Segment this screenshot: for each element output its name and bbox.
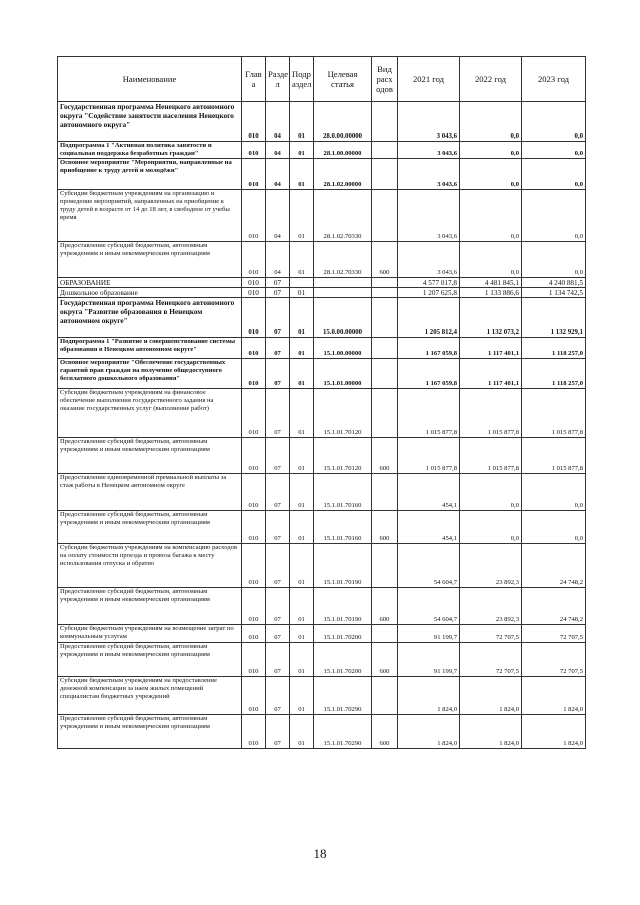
page-number: 18 [313, 846, 327, 861]
row-value-2022: 0,0 [460, 511, 522, 544]
row-value-2021: 1 167 059,8 [398, 359, 460, 389]
row-value-2023: 1 015 877,8 [522, 389, 586, 438]
table-row [58, 511, 586, 544]
row-target-article: 28.1.00.00000 [314, 142, 372, 159]
row-target-article: 15.1.01.70200 [314, 643, 372, 677]
row-subsection: 01 [290, 643, 314, 677]
row-value-2021: 454,1 [398, 511, 460, 544]
row-expense-type: 600 [372, 511, 398, 544]
row-expense-type: 600 [372, 588, 398, 625]
row-chapter: 010 [242, 715, 266, 749]
row-target-article: 28.0.00.00000 [314, 102, 372, 142]
row-value-2022: 1 824,0 [460, 677, 522, 715]
row-value-2023: 1 015 877,8 [522, 438, 586, 474]
row-subsection: 01 [290, 142, 314, 159]
row-chapter: 010 [242, 474, 266, 511]
row-subsection: 01 [290, 298, 314, 338]
row-chapter: 010 [242, 102, 266, 142]
row-value-2023: 0,0 [522, 190, 586, 242]
header-target-article: Целевая статья [314, 57, 372, 102]
row-name: ОБРАЗОВАНИЕ [58, 278, 242, 288]
table-row [58, 288, 586, 298]
row-section: 07 [266, 338, 290, 359]
row-subsection: 01 [290, 389, 314, 438]
row-expense-type [372, 159, 398, 190]
header-subsection: Подр аздел [290, 57, 314, 102]
row-value-2021: 3 043,6 [398, 102, 460, 142]
row-expense-type: 600 [372, 643, 398, 677]
row-expense-type: 600 [372, 242, 398, 278]
row-value-2022: 0,0 [460, 159, 522, 190]
row-subsection: 01 [290, 338, 314, 359]
table-row [58, 190, 586, 242]
row-value-2022: 1 133 886,6 [460, 288, 522, 298]
table-row [58, 389, 586, 438]
row-value-2022: 0,0 [460, 242, 522, 278]
row-value-2021: 454,1 [398, 474, 460, 511]
row-name: Субсидии бюджетным учреждениям на предоставление денежной компенсации за наем жилых помещений специалистам бюджетных учреждений [58, 677, 242, 715]
row-name: Государственная программа Ненецкого автономного округа "Развитие образования в Ненецком автономном округе" [58, 298, 242, 338]
row-section: 07 [266, 278, 290, 288]
row-name: Предоставление субсидий бюджетным, автономным учреждениям и иным некоммерческим организациям [58, 242, 242, 278]
row-value-2022: 0,0 [460, 474, 522, 511]
row-value-2022: 1 015 877,8 [460, 389, 522, 438]
row-chapter: 010 [242, 544, 266, 588]
table-row [58, 278, 586, 288]
row-value-2023: 24 748,2 [522, 544, 586, 588]
row-subsection: 01 [290, 715, 314, 749]
row-section: 07 [266, 511, 290, 544]
row-section: 04 [266, 102, 290, 142]
row-name: Дошкольное образование [58, 288, 242, 298]
row-chapter: 010 [242, 298, 266, 338]
row-subsection: 01 [290, 625, 314, 643]
row-name: Предоставление субсидий бюджетным, автономным учреждениям и иным некоммерческим организациям [58, 715, 242, 749]
row-value-2021: 1 824,0 [398, 715, 460, 749]
row-target-article: 15.1.01.70290 [314, 677, 372, 715]
table-row [58, 298, 586, 338]
row-target-article: 15.1.01.70290 [314, 715, 372, 749]
row-subsection: 01 [290, 190, 314, 242]
table-row [58, 142, 586, 159]
row-target-article: 15.1.01.70190 [314, 544, 372, 588]
row-value-2023: 0,0 [522, 159, 586, 190]
table-row [58, 544, 586, 588]
row-target-article: 15.0.00.00000 [314, 298, 372, 338]
row-value-2021: 3 043,6 [398, 142, 460, 159]
row-section: 04 [266, 190, 290, 242]
row-value-2022: 72 707,5 [460, 643, 522, 677]
row-value-2023: 1 118 257,0 [522, 338, 586, 359]
row-chapter: 010 [242, 278, 266, 288]
row-expense-type [372, 474, 398, 511]
row-subsection: 01 [290, 159, 314, 190]
row-name: Предоставление единовременной премиальной выплаты за стаж работы в Ненецком автономном округе [58, 474, 242, 511]
row-expense-type [372, 359, 398, 389]
row-value-2021: 91 199,7 [398, 625, 460, 643]
row-target-article [314, 288, 372, 298]
table-header-row [58, 57, 586, 102]
row-chapter: 010 [242, 511, 266, 544]
row-name: Основное мероприятие "Обеспечение государственных гарантий прав граждан на получение общедоступного бесплатного дошкольного образования" [58, 359, 242, 389]
row-name: Субсидии бюджетным учреждениям на возмещение затрат по коммунальным услугам [58, 625, 242, 643]
row-subsection: 01 [290, 288, 314, 298]
row-subsection [290, 278, 314, 288]
row-name: Основное мероприятие "Мероприятия, направленные на приобщение к труду детей и молодёжи" [58, 159, 242, 190]
row-value-2022: 1 824,0 [460, 715, 522, 749]
table-row [58, 338, 586, 359]
row-expense-type [372, 389, 398, 438]
row-chapter: 010 [242, 338, 266, 359]
row-chapter: 010 [242, 142, 266, 159]
header-name: Наименование [58, 57, 242, 102]
row-value-2023: 0,0 [522, 242, 586, 278]
row-subsection: 01 [290, 511, 314, 544]
row-name: Подпрограмма 1 "Активная политика занятости и социальная поддержка безработных граждан" [58, 142, 242, 159]
row-value-2023: 1 134 742,5 [522, 288, 586, 298]
row-value-2022: 1 015 877,8 [460, 438, 522, 474]
row-name: Субсидии бюджетным учреждениям на компенсацию расходов на оплату стоимости проезда и провоза багажа к месту использования отпуска и обратно [58, 544, 242, 588]
header-chapter: Глав а [242, 57, 266, 102]
row-expense-type [372, 288, 398, 298]
row-section: 04 [266, 142, 290, 159]
table-row [58, 474, 586, 511]
row-chapter: 010 [242, 643, 266, 677]
row-section: 07 [266, 625, 290, 643]
row-value-2023: 4 240 881,5 [522, 278, 586, 288]
row-value-2023: 72 707,5 [522, 625, 586, 643]
row-section: 07 [266, 389, 290, 438]
row-section: 07 [266, 474, 290, 511]
row-value-2022: 0,0 [460, 190, 522, 242]
row-target-article: 15.1.00.00000 [314, 338, 372, 359]
header-2022: 2022 год [460, 57, 522, 102]
row-target-article: 15.1.01.70160 [314, 474, 372, 511]
table-row [58, 159, 586, 190]
row-value-2022: 72 707,5 [460, 625, 522, 643]
row-target-article: 15.1.01.70120 [314, 438, 372, 474]
row-expense-type [372, 338, 398, 359]
row-section: 07 [266, 588, 290, 625]
row-value-2021: 1 167 059,8 [398, 338, 460, 359]
table-row [58, 359, 586, 389]
row-value-2021: 54 604,7 [398, 588, 460, 625]
row-expense-type [372, 677, 398, 715]
row-value-2021: 91 199,7 [398, 643, 460, 677]
row-chapter: 010 [242, 588, 266, 625]
row-value-2023: 1 824,0 [522, 715, 586, 749]
row-value-2023: 1 132 929,1 [522, 298, 586, 338]
row-value-2023: 72 707,5 [522, 643, 586, 677]
row-name: Субсидии бюджетным учреждениям на финансовое обеспечение выполнения государственного задания на оказание государственных услуг (выполнение работ) [58, 389, 242, 438]
row-value-2021: 1 015 877,8 [398, 438, 460, 474]
row-target-article: 28.1.02.70330 [314, 190, 372, 242]
row-chapter: 010 [242, 438, 266, 474]
table-row [58, 643, 586, 677]
table-row [58, 242, 586, 278]
row-value-2022: 23 892,3 [460, 544, 522, 588]
row-value-2021: 1 824,0 [398, 677, 460, 715]
row-section: 04 [266, 242, 290, 278]
row-target-article: 15.1.01.70190 [314, 588, 372, 625]
row-value-2021: 4 577 017,8 [398, 278, 460, 288]
row-value-2022: 4 481 845,1 [460, 278, 522, 288]
row-value-2023: 0,0 [522, 102, 586, 142]
row-value-2023: 1 118 257,0 [522, 359, 586, 389]
row-expense-type [372, 298, 398, 338]
row-expense-type [372, 190, 398, 242]
row-chapter: 010 [242, 288, 266, 298]
row-name: Субсидии бюджетным учреждениям на организацию и проведение мероприятий, направленных на приобщение к труду детей в возрасте от 14 до 18 лет, в свободное от учебы время [58, 190, 242, 242]
table-row [58, 715, 586, 749]
row-target-article: 15.1.01.70200 [314, 625, 372, 643]
row-subsection: 01 [290, 242, 314, 278]
row-value-2023: 0,0 [522, 511, 586, 544]
row-expense-type [372, 102, 398, 142]
row-expense-type: 600 [372, 715, 398, 749]
row-name: Предоставление субсидий бюджетным, автономным учреждениям и иным некоммерческим организациям [58, 511, 242, 544]
row-value-2023: 0,0 [522, 474, 586, 511]
row-chapter: 010 [242, 677, 266, 715]
row-name: Предоставление субсидий бюджетным, автономным учреждениям и иным некоммерческим организациям [58, 438, 242, 474]
row-chapter: 010 [242, 389, 266, 438]
row-name: Подпрограмма 1 "Развитие и совершенствование системы образования в Ненецком автономном округе" [58, 338, 242, 359]
row-section: 07 [266, 359, 290, 389]
row-subsection: 01 [290, 359, 314, 389]
row-value-2021: 1 205 812,4 [398, 298, 460, 338]
row-expense-type [372, 625, 398, 643]
row-value-2023: 24 748,2 [522, 588, 586, 625]
row-subsection: 01 [290, 102, 314, 142]
table-row [58, 677, 586, 715]
row-expense-type: 600 [372, 438, 398, 474]
row-value-2022: 23 892,3 [460, 588, 522, 625]
row-target-article [314, 278, 372, 288]
row-subsection: 01 [290, 588, 314, 625]
row-name: Предоставление субсидий бюджетным, автономным учреждениям и иным некоммерческим организациям [58, 643, 242, 677]
header-2023: 2023 год [522, 57, 586, 102]
row-value-2023: 1 824,0 [522, 677, 586, 715]
row-expense-type [372, 142, 398, 159]
row-value-2022: 1 132 073,2 [460, 298, 522, 338]
row-value-2021: 3 043,6 [398, 159, 460, 190]
row-subsection: 01 [290, 474, 314, 511]
table-row [58, 438, 586, 474]
table-row [58, 588, 586, 625]
row-expense-type [372, 544, 398, 588]
row-subsection: 01 [290, 677, 314, 715]
row-chapter: 010 [242, 190, 266, 242]
row-value-2022: 0,0 [460, 102, 522, 142]
row-name: Предоставление субсидий бюджетным, автономным учреждениям и иным некоммерческим организациям [58, 588, 242, 625]
row-section: 07 [266, 298, 290, 338]
row-value-2022: 1 117 401,1 [460, 338, 522, 359]
row-target-article: 28.1.02.00000 [314, 159, 372, 190]
row-target-article: 15.1.01.70160 [314, 511, 372, 544]
row-value-2021: 1 015 877,8 [398, 389, 460, 438]
row-value-2022: 1 117 401,1 [460, 359, 522, 389]
row-value-2021: 3 043,6 [398, 190, 460, 242]
row-section: 07 [266, 438, 290, 474]
row-chapter: 010 [242, 242, 266, 278]
row-section: 07 [266, 677, 290, 715]
row-section: 07 [266, 288, 290, 298]
row-section: 07 [266, 544, 290, 588]
table-row [58, 625, 586, 643]
row-subsection: 01 [290, 544, 314, 588]
row-section: 04 [266, 159, 290, 190]
row-value-2023: 0,0 [522, 142, 586, 159]
row-section: 07 [266, 715, 290, 749]
row-chapter: 010 [242, 159, 266, 190]
row-name: Государственная программа Ненецкого автономного округа "Содействие занятости населения Ненецкого автономного округа" [58, 102, 242, 142]
header-2021: 2021 год [398, 57, 460, 102]
row-target-article: 28.1.02.70330 [314, 242, 372, 278]
row-subsection: 01 [290, 438, 314, 474]
row-value-2022: 0,0 [460, 142, 522, 159]
row-value-2021: 54 604,7 [398, 544, 460, 588]
header-expense-type: Вид расх одов [372, 57, 398, 102]
row-expense-type [372, 278, 398, 288]
table-row [58, 102, 586, 142]
row-chapter: 010 [242, 359, 266, 389]
row-section: 07 [266, 643, 290, 677]
row-value-2021: 1 207 625,8 [398, 288, 460, 298]
row-target-article: 15.1.01.00000 [314, 359, 372, 389]
header-section: Разде л [266, 57, 290, 102]
row-target-article: 15.1.01.70120 [314, 389, 372, 438]
row-chapter: 010 [242, 625, 266, 643]
budget-table [57, 56, 586, 749]
row-value-2021: 3 043,6 [398, 242, 460, 278]
